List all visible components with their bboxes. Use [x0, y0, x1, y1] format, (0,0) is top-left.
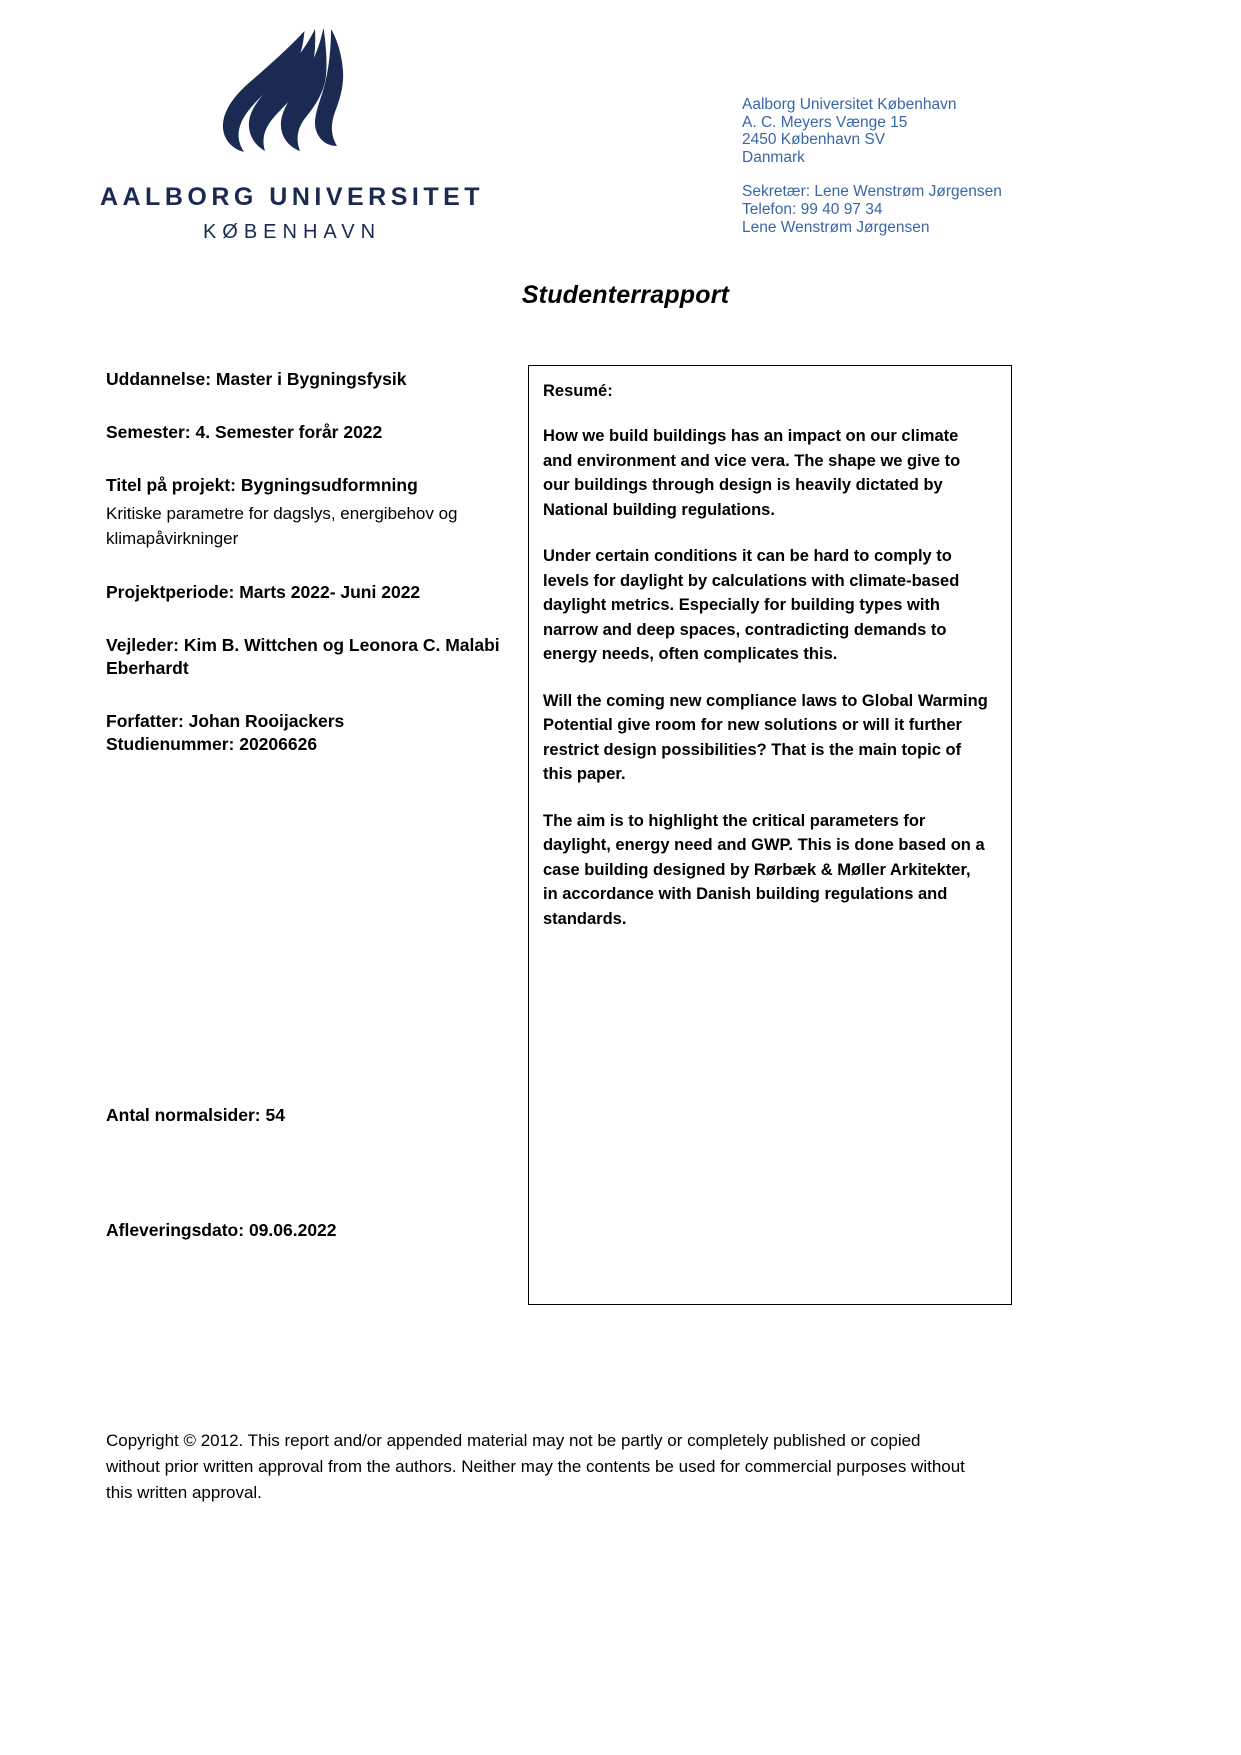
secretariat-line: Telefon: 99 40 97 34 [742, 200, 883, 218]
resume-paragraph: The aim is to highlight the critical parameters for daylight, energy need and GWP. This is done based on a case building designed by Rørbæk & Møller Arkitekter, in accordance with Danish building regulations and standards. [543, 811, 985, 928]
resume-heading: Resumé: [543, 382, 613, 400]
resume-paragraph: Will the coming new compliance laws to Global Warming Potential give room for new solutions or will it further restrict design possibilities? That is the main topic of this paper. [543, 691, 988, 783]
secretariat-group [742, 183, 1142, 236]
main-content [0, 360, 1241, 1370]
project-subtitle-field: Kritiske parametre for dagslys, energibehov og klimapåvirkninger [106, 504, 458, 548]
supervisor-field: Vejleder: Kim B. Wittchen og Leonora C. Malabi Eberhardt [106, 635, 500, 678]
logo-wordmark: AALBORG UNIVERSITET [99, 183, 485, 211]
address-group [742, 96, 1142, 166]
hand-in-date-field: Afleveringsdato: 09.06.2022 [106, 1220, 337, 1240]
semester-field: Semester: 4. Semester forår 2022 [106, 422, 383, 442]
author-field: Forfatter: Johan Rooijackers [106, 711, 345, 731]
student-number-field: Studienummer: 20206626 [106, 734, 318, 754]
metadata-spacer [106, 786, 506, 1104]
project-metadata-column [106, 368, 506, 1272]
aalborg-university-flame-logo-icon [192, 28, 392, 163]
secretariat-line: Lene Wenstrøm Jørgensen [742, 218, 930, 236]
project-title-field: Titel på projekt: Bygningsudformning [106, 475, 418, 495]
resume-box [528, 365, 1012, 1305]
metadata-spacer [106, 1157, 506, 1219]
page-header [0, 0, 1241, 270]
address-line: Aalborg Universitet København [742, 96, 957, 113]
address-line: 2450 København SV [742, 131, 886, 149]
address-line: Danmark [742, 148, 805, 166]
copyright-footer: Copyright © 2012. This report and/or appended material may not be partly or completely published or copied without prior written approval from the authors. Neither may the contents be used for commercial purposes without this written approval. [106, 1431, 965, 1502]
resume-paragraph: Under certain conditions it can be hard to comply to levels for daylight by calculations with climate-based daylight metrics. Especially for building types with narrow and deep spaces, contradicting demands to energy needs, often complicates this. [543, 547, 960, 663]
education-field: Uddannelse: Master i Bygningsfysik [106, 369, 407, 389]
normal-pages-field: Antal normalsider: 54 [106, 1105, 285, 1125]
logo-subtitle: KØBENHAVN [202, 221, 382, 243]
address-line: A. C. Meyers Vænge 15 [742, 113, 908, 131]
university-logo [82, 28, 502, 244]
contact-details [742, 96, 1142, 236]
report-type-title: Studenterrapport [521, 281, 730, 309]
secretariat-line: Sekretær: Lene Wenstrøm Jørgensen [742, 183, 1002, 201]
resume-paragraph: How we build buildings has an impact on our climate and environment and vice vera. The shape we give to our buildings through design is heavily dictated by National building regulations. [543, 427, 961, 519]
project-period-field: Projektperiode: Marts 2022- Juni 2022 [106, 582, 421, 602]
